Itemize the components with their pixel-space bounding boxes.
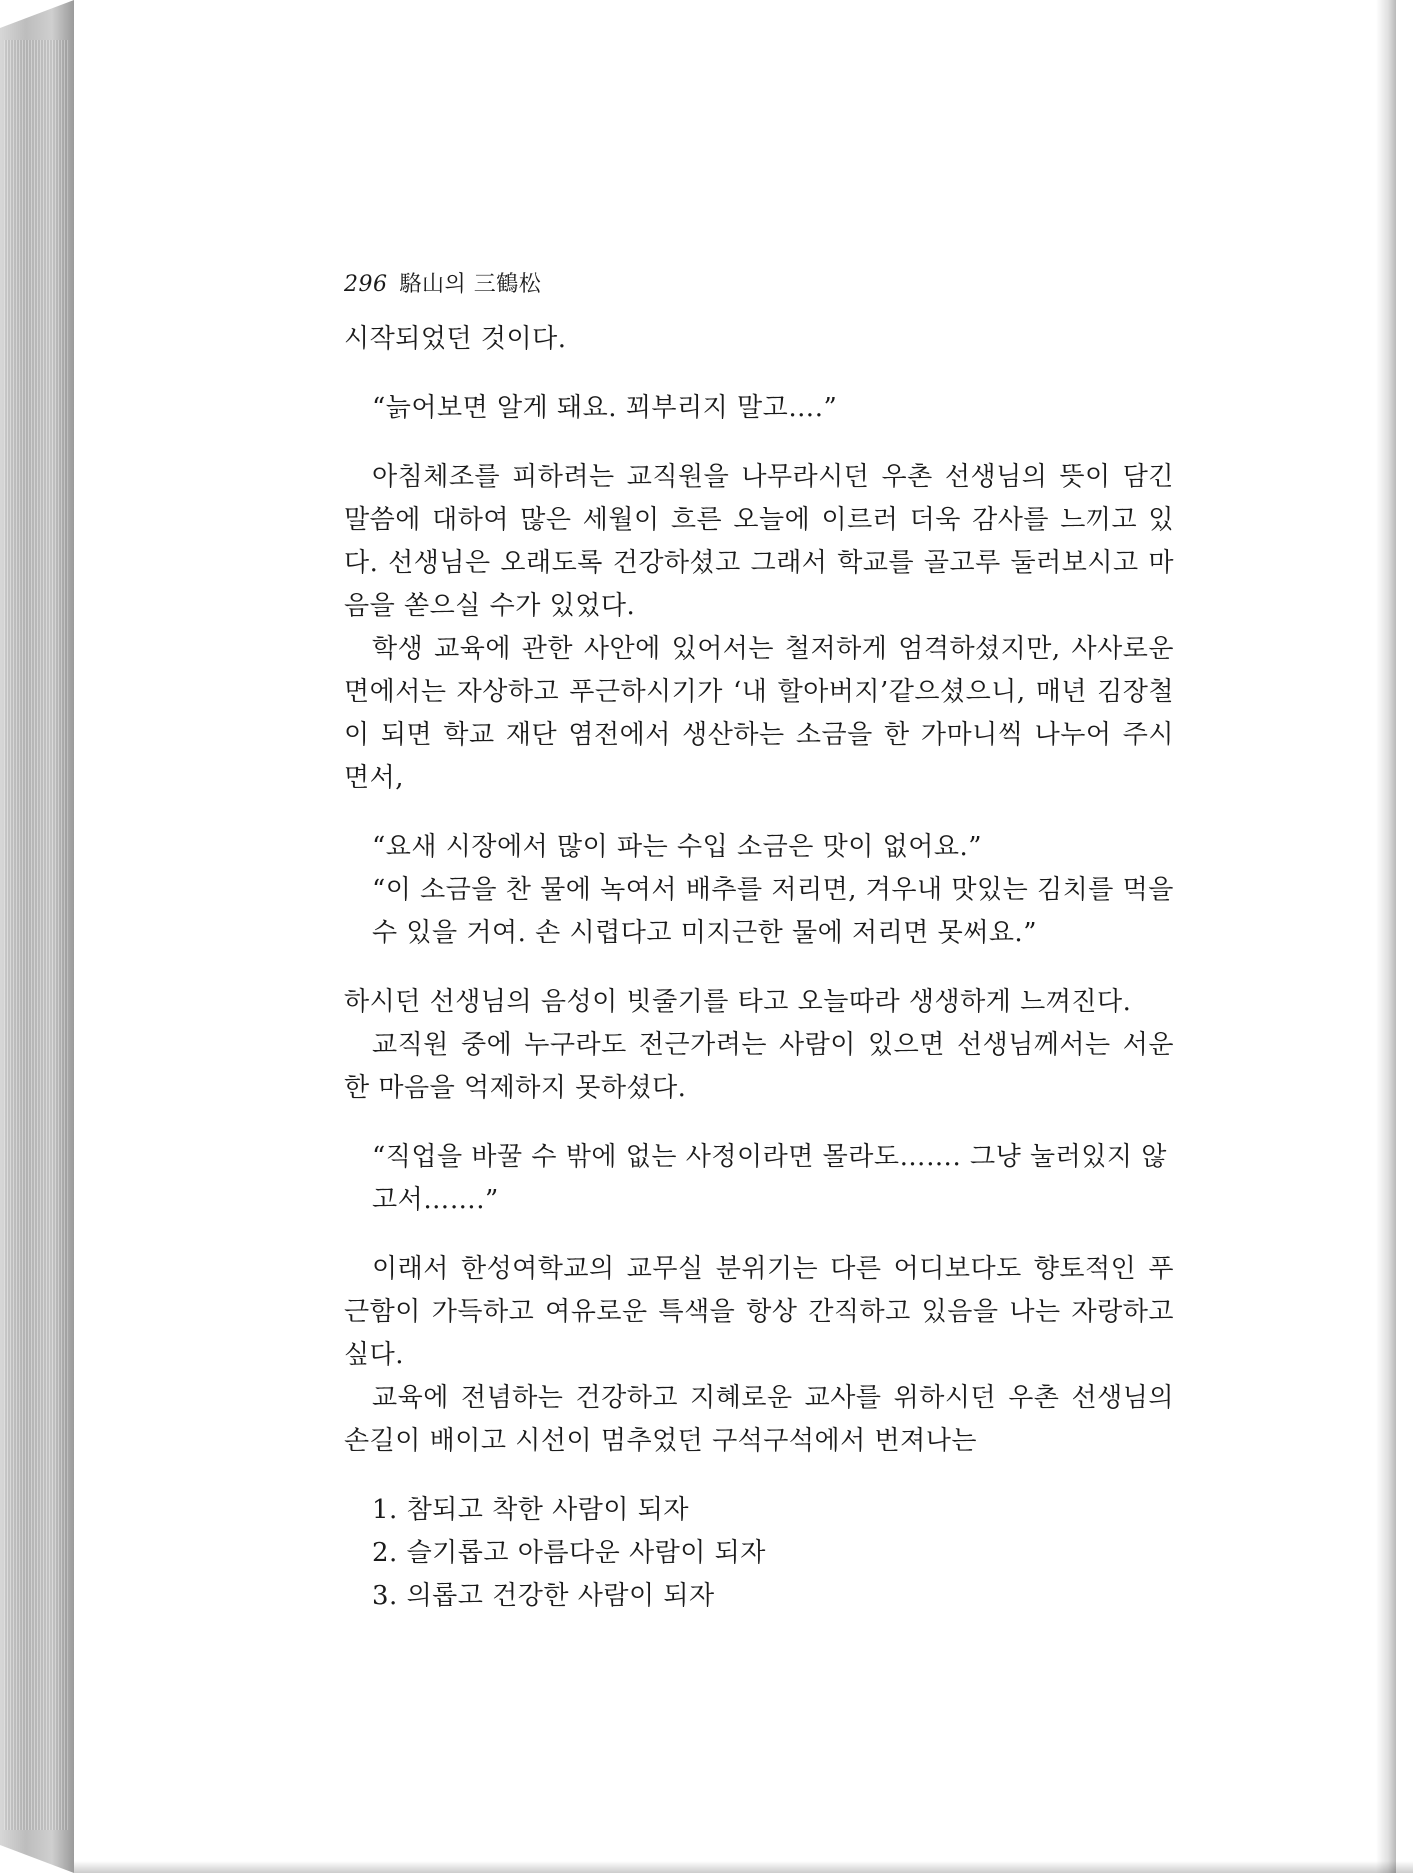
list-item: 3. 의롭고 건강한 사람이 되자 [372, 1581, 715, 1611]
paragraph: 시작되었던 것이다. [344, 324, 567, 354]
book-title: 駱山의 三鶴松 [399, 272, 542, 297]
page-shadow [1376, 0, 1396, 1873]
list-item: 2. 슬기롭고 아름다운 사람이 되자 [372, 1538, 766, 1568]
paragraph: 이래서 한성여학교의 교무실 분위기는 다른 어디보다도 향토적인 푸근함이 가득하고 여유로운 특색을 항상 간직하고 있음을 나는 자랑하고 싶다. [344, 1254, 1174, 1370]
book-edge-pages [4, 40, 68, 1830]
paragraph: 교직원 중에 누구라도 전근가려는 사람이 있으면 선생님께서는 서운한 마음을 억제하지 못하셨다. [344, 1030, 1174, 1103]
paragraph: 아침체조를 피하려는 교직원을 나무라시던 우촌 선생님의 뜻이 담긴 말씀에 대하여 많은 세월이 흐른 오늘에 이르러 더욱 감사를 느끼고 있다. 선생님은 오래도록 건강하셨고 그래서 학교를 골고루 둘러보시고 마음을 쏟으실 수가 있었다. [344, 462, 1174, 621]
quote: “요새 시장에서 많이 파는 수입 소금은 맛이 없어요.” [372, 832, 983, 862]
quote: “늙어보면 알게 돼요. 꾀부리지 말고….” [372, 393, 838, 423]
quote: “이 소금을 찬 물에 녹여서 배추를 저리면, 겨우내 맛있는 김치를 먹을 수 있을 거여. 손 시렵다고 미지근한 물에 저리면 못써요.” [372, 875, 1174, 948]
page-number: 296 [344, 272, 388, 297]
page-bottom-shadow [74, 1861, 1413, 1873]
quote: “직업을 바꿀 수 밖에 없는 사정이라면 몰라도……. 그냥 눌러있지 않고서…….” [372, 1142, 1167, 1215]
list-item: 1. 참되고 착한 사람이 되자 [372, 1495, 690, 1525]
paragraph: 하시던 선생님의 음성이 빗줄기를 타고 오늘따라 생생하게 느껴진다. [344, 987, 1132, 1017]
running-header [344, 270, 1174, 300]
page-content [344, 270, 1174, 1618]
paragraph: 학생 교육에 관한 사안에 있어서는 철저하게 엄격하셨지만, 사사로운 면에서는 자상하고 푸근하시기가 ‘내 할아버지’같으셨으니, 매년 김장철이 되면 학교 재단 염전에서 생산하는 소금을 한 가마니씩 나누어 주시면서, [344, 634, 1174, 793]
paragraph: 교육에 전념하는 건강하고 지혜로운 교사를 위하시던 우촌 선생님의 손길이 배이고 시선이 멈추었던 구석구석에서 번져나는 [344, 1383, 1174, 1456]
